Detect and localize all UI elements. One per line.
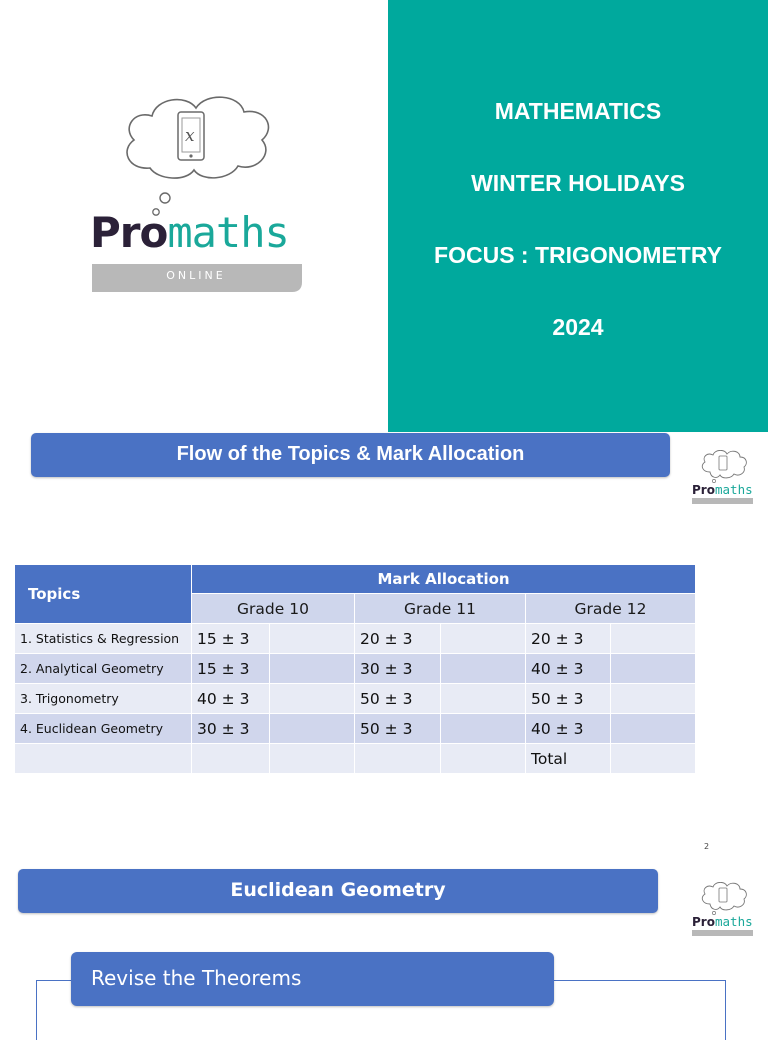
- table-row: [15, 654, 696, 684]
- topic-cell: 3. Trigonometry: [15, 684, 192, 714]
- grade-10-value: 15 ± 3: [192, 624, 270, 654]
- thought-cloud-phone-icon: [692, 882, 756, 938]
- empty-cell: [611, 744, 696, 774]
- svg-text:maths: maths: [715, 914, 753, 929]
- table-row: [15, 624, 696, 654]
- topic-cell: 2. Analytical Geometry: [15, 654, 192, 684]
- slide-title-flow: Flow of the Topics & Mark Allocation: [31, 433, 670, 477]
- table-row-total: [15, 744, 696, 774]
- empty-cell: [270, 714, 355, 744]
- cover-focus: FOCUS : TRIGONOMETRY: [434, 242, 722, 268]
- topics-header: Topics: [15, 565, 192, 624]
- grade-11-header: Grade 11: [355, 594, 526, 624]
- cover-term: WINTER HOLIDAYS: [471, 170, 685, 196]
- empty-cell: [441, 624, 526, 654]
- grade-10-value: 15 ± 3: [192, 654, 270, 684]
- empty-cell: [441, 744, 526, 774]
- promaths-logo: [90, 88, 306, 294]
- grade-10-value: [192, 744, 270, 774]
- grade-10-value: 40 ± 3: [192, 684, 270, 714]
- grade-11-value: 20 ± 3: [355, 624, 441, 654]
- cover-subject: MATHEMATICS: [494, 98, 662, 124]
- promaths-logo-small: [692, 882, 756, 938]
- thought-cloud-phone-icon: [692, 450, 756, 506]
- topic-cell: [15, 744, 192, 774]
- logo-tagline: ONLINE: [166, 269, 226, 282]
- table-row: [15, 684, 696, 714]
- cover-panel: [388, 0, 768, 432]
- thought-cloud-phone-icon: [90, 88, 306, 294]
- svg-text:Pro: Pro: [692, 483, 715, 497]
- empty-cell: [270, 654, 355, 684]
- grade-12-header: Grade 12: [526, 594, 696, 624]
- empty-cell: [441, 714, 526, 744]
- empty-cell: [441, 684, 526, 714]
- grade-11-value: 50 ± 3: [355, 684, 441, 714]
- empty-cell: [270, 624, 355, 654]
- empty-cell: [441, 654, 526, 684]
- grade-12-value: 50 ± 3: [526, 684, 611, 714]
- logo-wordmark: [90, 208, 289, 257]
- grade-10-value: 30 ± 3: [192, 714, 270, 744]
- grade-10-header: Grade 10: [192, 594, 355, 624]
- topic-cell: 4. Euclidean Geometry: [15, 714, 192, 744]
- grade-11-value: 30 ± 3: [355, 654, 441, 684]
- grade-12-value: 20 ± 3: [526, 624, 611, 654]
- revise-theorems-heading: Revise the Theorems: [71, 952, 554, 1006]
- promaths-logo-small: [692, 450, 756, 506]
- cover-year: 2024: [552, 314, 604, 340]
- logo-maths-text: maths: [167, 208, 289, 257]
- svg-text:maths: maths: [715, 482, 753, 497]
- grade-12-value: 40 ± 3: [526, 714, 611, 744]
- logo-pro-text: Pro: [90, 208, 168, 257]
- table-row: [15, 714, 696, 744]
- page-number: 2: [704, 842, 710, 851]
- empty-cell: [270, 744, 355, 774]
- empty-cell: [611, 654, 696, 684]
- topic-cell: 1. Statistics & Regression: [15, 624, 192, 654]
- empty-cell: [270, 684, 355, 714]
- svg-text:Pro: Pro: [692, 915, 715, 929]
- grade-12-value: 40 ± 3: [526, 654, 611, 684]
- grade-11-value: [355, 744, 441, 774]
- mark-allocation-table: [14, 564, 696, 774]
- grade-11-value: 50 ± 3: [355, 714, 441, 744]
- phone-x-symbol: x: [185, 126, 195, 146]
- slide-title-euclidean: Euclidean Geometry: [18, 869, 658, 913]
- empty-cell: [611, 714, 696, 744]
- empty-cell: [611, 684, 696, 714]
- empty-cell: [611, 624, 696, 654]
- total-label: Total: [526, 744, 611, 774]
- mark-allocation-header: Mark Allocation: [192, 565, 696, 594]
